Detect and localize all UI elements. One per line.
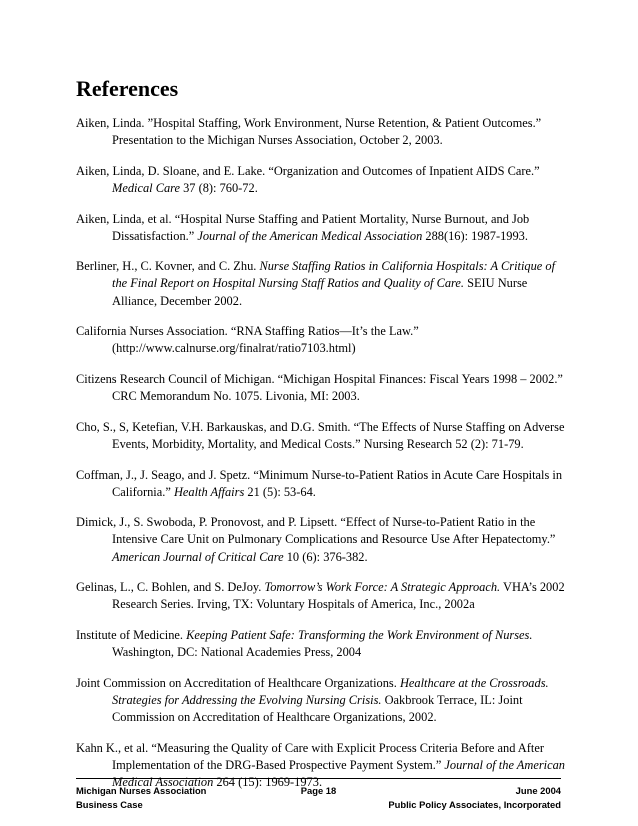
- reference-entry: [76, 163, 566, 197]
- reference-title-italic: Healthcare at the Crossroads. Strategies for Addressing the Evolving Nursing Crisis.: [112, 675, 549, 707]
- reference-text: Institute of Medicine.: [76, 628, 187, 642]
- reference-text: Washington, DC: National Academies Press, 2004: [112, 645, 362, 660]
- reference-entry: [76, 579, 566, 613]
- reference-text: Oakbrook Terrace, IL: Joint Commission on Accreditation of Healthcare Organizations, 2002.: [112, 692, 523, 724]
- reference-text: 264 (15): 1969-1973.: [213, 774, 323, 789]
- reference-title-italic: American Journal of Critical Care: [112, 549, 284, 564]
- reference-text: Cho, S., S, Ketefian, V.H. Barkauskas, and D.G. Smith. “The Effects of Nurse Staffing on Adverse Events, Morbidity, Mortality, and Medical Costs.” Nursing Research 52 (2): 71-79.: [76, 419, 565, 451]
- reference-text: Coffman, J., J. Seago, and J. Spetz. “Minimum Nurse-to-Patient Ratios in Acute Care Hospitals in California.”: [76, 467, 563, 499]
- page-title: References: [76, 76, 179, 101]
- reference-title-italic: Health Affairs: [173, 484, 245, 499]
- reference-text: 10 (6): 376-382.: [283, 549, 368, 564]
- reference-entry: [76, 514, 566, 565]
- footer-divider: [76, 778, 561, 779]
- footer-page-number: Page 18: [300, 785, 337, 796]
- reference-entry: [76, 627, 566, 661]
- reference-title-italic: Keeping Patient Safe: Transforming the Work Environment of Nurses.: [186, 628, 533, 642]
- footer-document-type: Business Case: [76, 799, 143, 810]
- reference-text: California Nurses Association. “RNA Staffing Ratios—It’s the Law.” (http://www.calnurse.org/finalrat/ratio7103.html): [76, 324, 419, 356]
- reference-text: SEIU Nurse Alliance, December 2002.: [112, 276, 528, 308]
- reference-title-italic: Tomorrow’s Work Force: A Strategic Approach.: [264, 580, 501, 595]
- reference-entry: [76, 323, 566, 357]
- reference-text: Joint Commission on Accreditation of Healthcare Organizations.: [76, 675, 400, 690]
- reference-list: [76, 115, 566, 805]
- reference-entry: [76, 258, 566, 309]
- reference-entry: [76, 419, 566, 453]
- footer-date: June 2004: [515, 785, 561, 796]
- reference-title-italic: Journal of the American Medical Association: [112, 757, 565, 789]
- reference-entry: [76, 675, 566, 726]
- reference-text: 21 (5): 53-64.: [244, 484, 316, 499]
- reference-text: 37 (8): 760-72.: [180, 180, 258, 195]
- reference-entry: [76, 467, 566, 501]
- reference-text: Kahn K., et al. “Measuring the Quality of Care with Explicit Process Criteria Before and After Implementation of the DRG-Based Prospective Payment System.”: [76, 740, 544, 772]
- reference-title-italic: Nurse Staffing Ratios in California Hospitals: A Critique of the Final Report on Hospital Nursing Staff Ratios and Quality of Care.: [112, 259, 556, 291]
- reference-text: Citizens Research Council of Michigan. “Michigan Hospital Finances: Fiscal Years 1998 – 2002.” CRC Memorandum No. 1075. Livonia, MI: 2003.: [76, 372, 563, 404]
- reference-text: VHA’s 2002 Research Series. Irving, TX: Voluntary Hospitals of America, Inc., 2002a: [112, 580, 565, 612]
- reference-title-italic: Journal of the American Medical Association: [197, 228, 423, 243]
- footer-organization: Michigan Nurses Association: [76, 785, 207, 796]
- reference-text: Aiken, Linda. ”Hospital Staffing, Work Environment, Nurse Retention, & Patient Outcomes.” Presentation to the Michigan Nurses Association, October 2, 2003.: [76, 116, 542, 148]
- reference-text: Aiken, Linda, D. Sloane, and E. Lake. “Organization and Outcomes of Inpatient AIDS Care.”: [76, 163, 540, 178]
- reference-entry: [76, 371, 566, 405]
- reference-text: 288(16): 1987-1993.: [422, 228, 528, 243]
- reference-entry: [76, 115, 566, 149]
- footer-author: Public Policy Associates, Incorporated: [388, 799, 561, 810]
- reference-text: Dimick, J., S. Swoboda, P. Pronovost, and P. Lipsett. “Effect of Nurse-to-Patient Ratio in the Intensive Care Unit on Pulmonary Complications and Resource Use After Hepatectomy.”: [76, 515, 556, 547]
- reference-entry: [76, 211, 566, 245]
- reference-text: Gelinas, L., C. Bohlen, and S. DeJoy.: [76, 580, 265, 595]
- reference-title-italic: Medical Care: [112, 180, 181, 195]
- reference-text: Aiken, Linda, et al. “Hospital Nurse Staffing and Patient Mortality, Nurse Burnout, and Job Dissatisfaction.”: [76, 211, 530, 243]
- reference-text: Berliner, H., C. Kovner, and C. Zhu.: [76, 259, 260, 274]
